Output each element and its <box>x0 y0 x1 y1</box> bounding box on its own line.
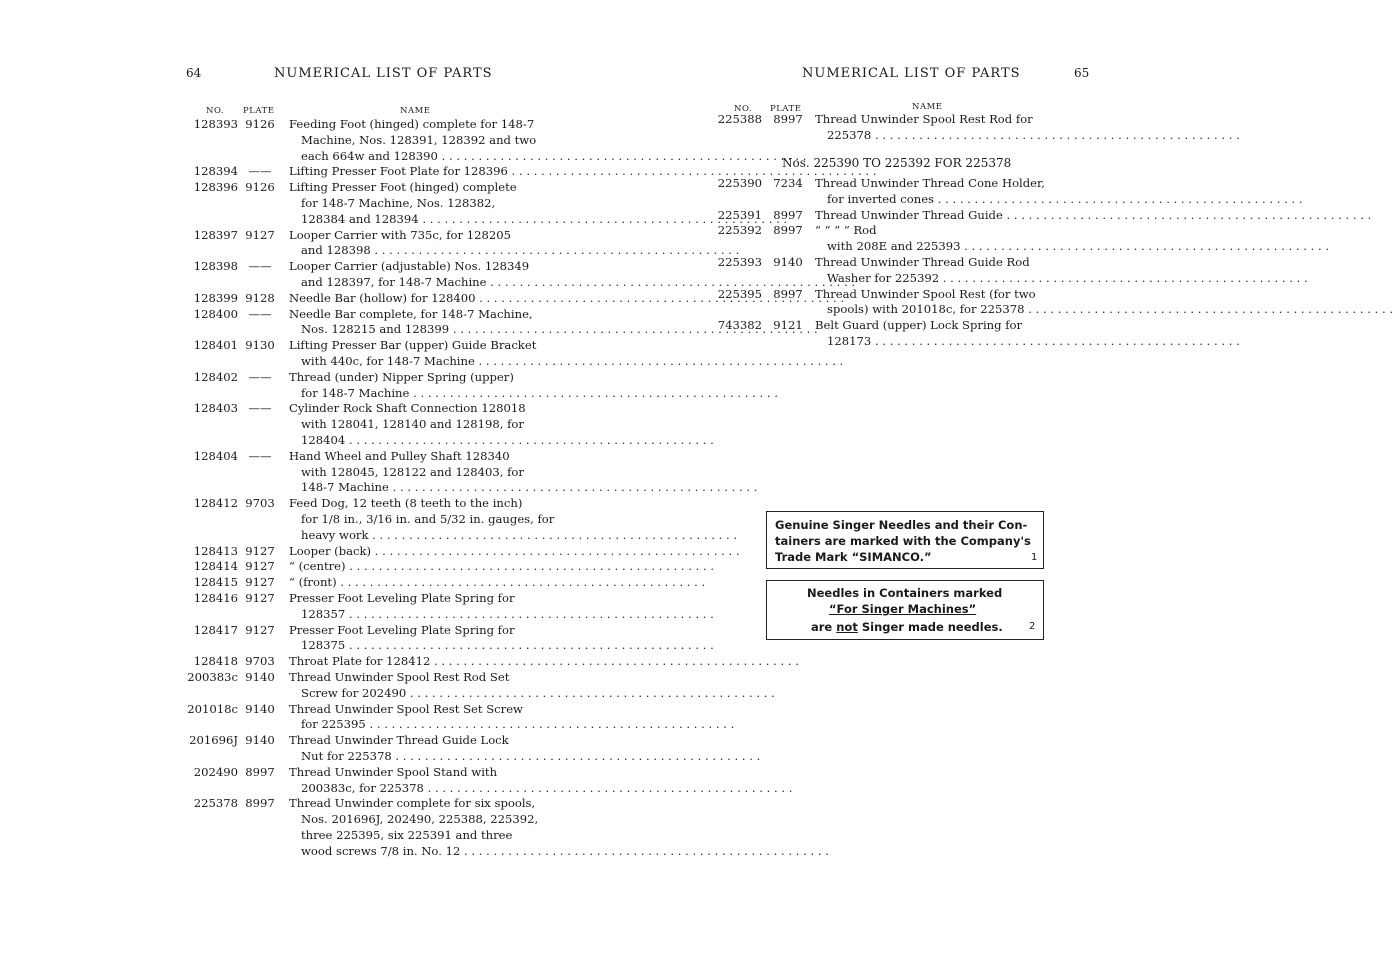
part-number: 128413 <box>193 543 238 558</box>
part-name <box>289 306 533 339</box>
part-name <box>815 112 1051 144</box>
part-name-line: Looper Carrier with 735c, for 128205 <box>289 227 512 242</box>
part-name-line: Cylinder Rock Shaft Connection 128018 <box>289 401 526 416</box>
part-name <box>289 559 523 575</box>
part-number: 225392 <box>717 223 762 238</box>
footnote-1: 1 <box>1031 552 1038 563</box>
part-number: 128398 <box>193 259 238 274</box>
part-name-line: for 1/8 in., 3/16 in. and 5/32 in. gauges, for <box>301 511 555 526</box>
part-number: 128412 <box>193 496 238 511</box>
plate-number: 8997 <box>773 112 803 126</box>
part-name <box>289 259 530 291</box>
part-name <box>289 401 526 448</box>
part-name-line: for 148-7 Machine, Nos. 128382, <box>301 195 496 210</box>
part-name-line: Thread Unwinder Spool Rest (for two <box>815 286 1036 301</box>
part-name <box>289 496 555 543</box>
part-number: 202490 <box>193 764 238 779</box>
part-name-line: Presser Foot Leveling Plate Spring for <box>289 591 515 605</box>
plate-number: 9140 <box>245 670 275 684</box>
part-number: 128414 <box>193 559 238 574</box>
part-number: 225388 <box>717 112 762 126</box>
plate-number: 9140 <box>245 733 275 748</box>
part-name <box>815 287 1051 319</box>
part-name <box>815 255 1051 287</box>
part-name-line: 200383c, for 225378 . . . <box>289 781 523 797</box>
part-name-line: Nut for 225378 . . . <box>289 749 523 765</box>
plate-number: 8997 <box>773 223 803 238</box>
plate-number: —— <box>248 306 272 321</box>
part-name-line: “ (centre) . . . <box>289 559 523 575</box>
part-number: 128397 <box>193 227 238 242</box>
page-number-right: 65 <box>1074 66 1090 80</box>
part-name <box>289 796 539 859</box>
part-name <box>289 654 523 670</box>
part-name <box>289 180 523 227</box>
part-number: 128415 <box>193 575 238 590</box>
plate-number: 9121 <box>773 318 803 333</box>
part-name <box>815 176 1051 208</box>
part-name-line: Looper Carrier (adjustable) Nos. 128349 <box>289 259 530 274</box>
part-name-line: Lifting Presser Foot Plate for 128396 . . . <box>289 164 523 180</box>
part-name-line: three 225395, six 225391 and three <box>301 827 513 842</box>
col-header-plate: PLATE <box>770 104 802 114</box>
plate-number: 9140 <box>245 701 275 716</box>
part-name-line: with 128045, 128122 and 128403, for <box>301 464 524 479</box>
plate-number: 9127 <box>245 559 275 574</box>
part-name-line: Lifting Presser Bar (upper) Guide Bracket <box>289 338 537 353</box>
part-number: 743382 <box>717 318 762 333</box>
part-number: 128403 <box>193 401 238 416</box>
part-name-line: with 128041, 128140 and 128198, for <box>301 417 524 432</box>
part-name-line: Belt Guard (upper) Lock Spring for <box>815 318 1023 333</box>
part-name <box>815 318 1051 350</box>
part-name-line: Thread Unwinder Spool Rest Set Screw <box>289 701 523 716</box>
part-name-line: wood screws 7/8 in. No. 12 . . . <box>289 844 523 860</box>
part-number: 200383c <box>187 670 238 684</box>
part-name <box>289 338 537 370</box>
col-header-plate: PLATE <box>243 106 275 116</box>
plate-number: 8997 <box>773 207 803 222</box>
notice-simanco-text: Genuine Singer Needles and their Con- tainers are marked with the Company's Trade Mark “SIMANCO.” <box>775 518 1031 564</box>
part-name-line: heavy work . . . <box>289 528 523 544</box>
page-header-left: NUMERICAL LIST OF PARTS <box>274 66 493 81</box>
plate-number: 7234 <box>773 176 803 190</box>
part-name-line: 128404 . . . <box>289 433 523 449</box>
part-name-line: Thread Unwinder Spool Rest Rod Set <box>289 670 510 684</box>
part-name-line: 148-7 Machine . . . <box>289 480 523 496</box>
part-number: 225391 <box>717 207 762 222</box>
part-name-line: Thread Unwinder Thread Cone Holder, <box>815 176 1045 190</box>
plate-number: —— <box>248 164 272 179</box>
part-name <box>289 449 523 496</box>
plate-number: 8997 <box>245 764 275 779</box>
part-name-line: spools) with 201018c, for 225378 . . . <box>815 302 1051 318</box>
notice-line-1: Needles in Containers marked <box>807 586 1003 600</box>
page-header-right: NUMERICAL LIST OF PARTS <box>802 66 1021 81</box>
part-number: 225395 <box>717 286 762 301</box>
part-name-line: 128375 . . . <box>289 638 523 654</box>
part-number: 128401 <box>193 338 238 353</box>
part-name-line: Thread Unwinder Thread Guide . . . <box>815 208 1051 224</box>
plate-number: 9127 <box>245 591 275 605</box>
plate-number: —— <box>248 448 272 463</box>
part-number: 128396 <box>193 180 238 195</box>
part-name-line: Machine, Nos. 128391, 128392 and two <box>301 132 537 147</box>
part-number: 128399 <box>193 290 238 305</box>
page-number-left: 64 <box>186 66 202 80</box>
part-name-line: Hand Wheel and Pulley Shaft 128340 <box>289 448 510 463</box>
plate-number: 8997 <box>773 286 803 301</box>
part-name-line: 128173 . . . <box>815 334 1051 350</box>
part-number: 201018c <box>187 701 238 716</box>
right-page <box>620 0 1235 954</box>
notice-simanco <box>766 511 1044 569</box>
plate-number: 9140 <box>773 255 803 269</box>
part-name-line: Feed Dog, 12 teeth (8 teeth to the inch) <box>289 496 523 511</box>
col-header-name: NAME <box>912 102 943 112</box>
part-number: 201696J <box>189 733 238 748</box>
part-number: 128417 <box>193 622 238 637</box>
part-name <box>289 575 523 591</box>
part-name <box>289 117 537 164</box>
part-name <box>289 702 523 734</box>
section-title: Nos. 225390 TO 225392 FOR 225378 <box>782 156 1012 170</box>
part-name-line: with 208E and 225393 . . . <box>815 239 1051 255</box>
part-name <box>289 164 523 180</box>
part-name <box>289 228 523 260</box>
part-number: 225378 <box>193 796 238 811</box>
part-number: 128394 <box>193 164 238 179</box>
part-name-line: with 440c, for 148-7 Machine . . . <box>289 354 523 370</box>
part-name-line: Thread (under) Nipper Spring (upper) <box>289 369 514 384</box>
part-name-line: Lifting Presser Foot (hinged) complete <box>289 180 517 195</box>
part-name-line: Throat Plate for 128412 . . . <box>289 654 523 670</box>
part-name <box>289 544 523 560</box>
plate-number: 9126 <box>245 180 275 195</box>
col-header-name: NAME <box>400 106 431 116</box>
plate-number: —— <box>248 369 272 384</box>
part-name-line: each 664w and 128390 . . . <box>289 149 523 165</box>
left-page <box>0 0 560 954</box>
part-name-line: Thread Unwinder complete for six spools, <box>289 796 536 811</box>
part-number: 128402 <box>193 369 238 384</box>
plate-number: 9703 <box>245 496 275 511</box>
col-header-no: NO. <box>206 106 225 116</box>
part-number: 128416 <box>193 591 238 605</box>
part-name-line: Thread Unwinder Spool Stand with <box>289 764 498 779</box>
plate-number: —— <box>248 401 272 416</box>
part-name-line: 128384 and 128394 . . . <box>289 212 523 228</box>
part-name-line: Screw for 202490 . . . <box>289 686 523 702</box>
part-number: 128418 <box>193 654 238 669</box>
part-name <box>289 591 523 623</box>
plate-number: 9128 <box>245 290 275 305</box>
part-number: 225390 <box>717 176 762 190</box>
part-name-line: and 128398 . . . <box>289 243 523 259</box>
col-header-no: NO. <box>734 104 753 114</box>
part-name-line: Needle Bar complete, for 148-7 Machine, <box>289 306 533 321</box>
part-name-line: 128357 . . . <box>289 607 523 623</box>
part-name-line: Looper (back) . . . <box>289 544 523 560</box>
plate-number: 9127 <box>245 575 275 590</box>
part-name-line: Thread Unwinder Thread Guide Rod <box>815 255 1030 269</box>
part-number: 225393 <box>717 255 762 269</box>
notice-not-singer <box>766 580 1044 640</box>
part-name-line: Thread Unwinder Spool Rest Rod for <box>815 112 1033 126</box>
plate-number: 9127 <box>245 622 275 637</box>
part-name <box>289 765 523 797</box>
plate-number: 8997 <box>245 796 275 811</box>
part-name-line: “ (front) . . . <box>289 575 523 591</box>
part-number: 128393 <box>193 117 238 131</box>
plate-number: 9127 <box>245 543 275 558</box>
part-name <box>289 291 523 307</box>
part-name-line: 225378 . . . <box>815 128 1051 144</box>
plate-number: —— <box>248 259 272 274</box>
part-name <box>289 370 523 402</box>
plate-number: 9127 <box>245 227 275 242</box>
part-name-line: Washer for 225392 . . . <box>815 271 1051 287</box>
part-name <box>815 208 1051 224</box>
part-name-line: Needle Bar (hollow) for 128400 . . . <box>289 291 523 307</box>
part-name-line: for 225395 . . . <box>289 717 523 733</box>
part-name-line: for 148-7 Machine . . . <box>289 386 523 402</box>
part-name-line: and 128397, for 148-7 Machine . . . <box>289 275 523 291</box>
notice-line-2: “For Singer Machines” <box>829 602 977 616</box>
part-number: 128400 <box>193 306 238 321</box>
plate-number: 9126 <box>245 117 275 131</box>
footnote-2: 2 <box>1029 621 1036 632</box>
part-name <box>289 670 523 702</box>
part-name <box>289 623 523 655</box>
notice-line-3: are not Singer made needles. <box>811 620 1003 634</box>
part-name-line: Presser Foot Leveling Plate Spring for <box>289 622 515 637</box>
part-name-line: Nos. 128215 and 128399 . . . <box>289 322 523 338</box>
plate-number: 9703 <box>245 654 275 669</box>
part-name-line: Nos. 201696J, 202490, 225388, 225392, <box>301 812 539 827</box>
part-number: 128404 <box>193 448 238 463</box>
plate-number: 9130 <box>245 338 275 353</box>
part-name <box>815 223 1051 255</box>
part-name-line: Thread Unwinder Thread Guide Lock <box>289 733 509 748</box>
part-name <box>289 733 523 765</box>
part-name-line: Feeding Foot (hinged) complete for 148-7 <box>289 117 535 131</box>
part-name-line: for inverted cones . . . <box>815 192 1051 208</box>
part-name-line: “ “ “ “ Rod <box>815 223 877 238</box>
